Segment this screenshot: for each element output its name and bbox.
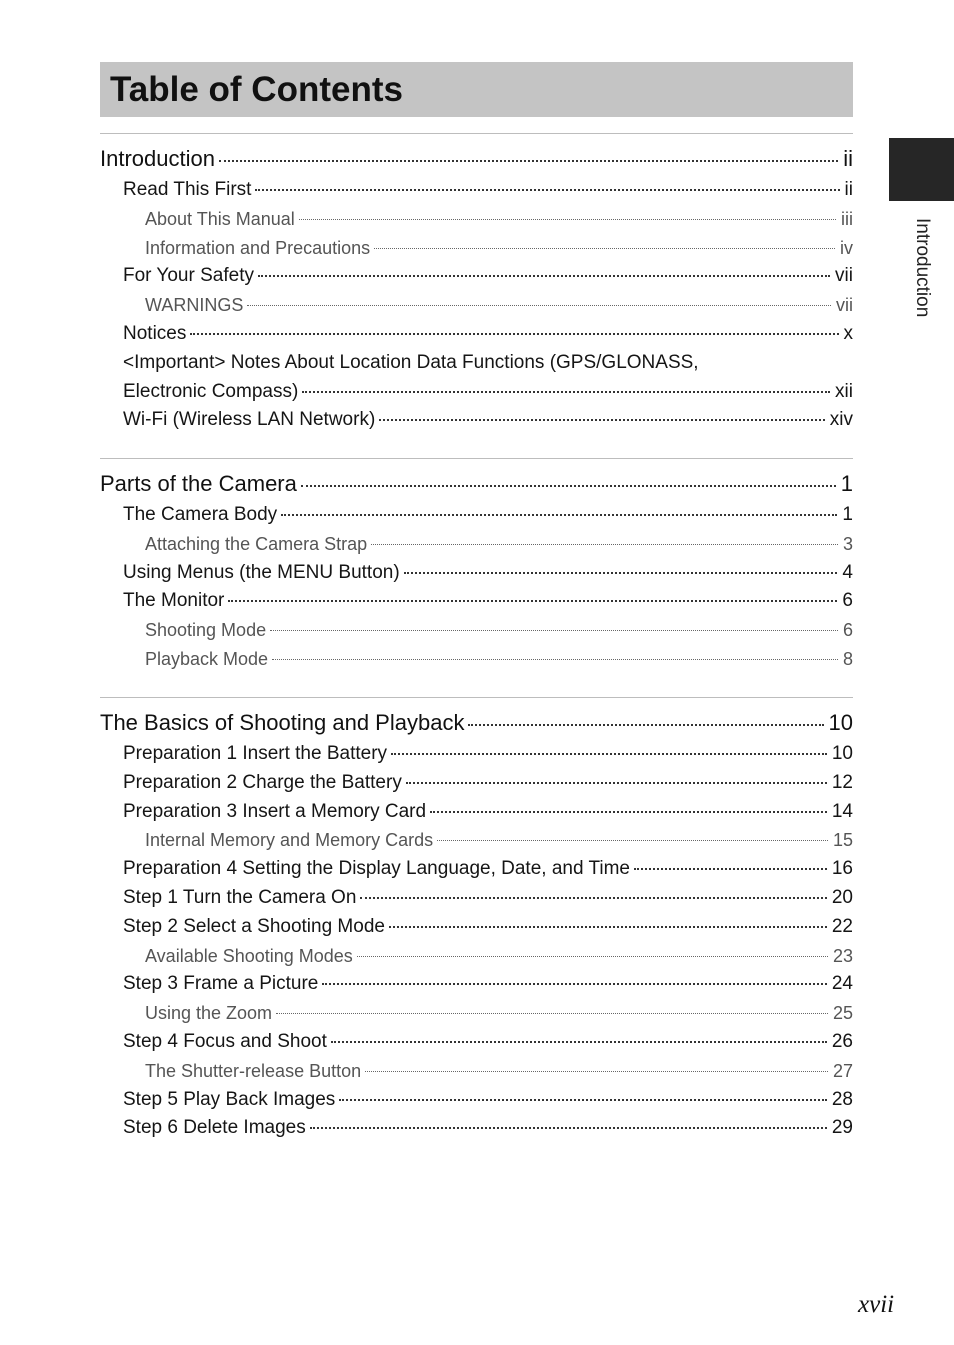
page-number: xvii [858, 1291, 895, 1318]
toc-entry-label: About This Manual [145, 208, 295, 229]
toc-entry-page: vii [835, 265, 853, 287]
toc-subentry[interactable] [100, 826, 853, 855]
dot-leader [634, 868, 827, 870]
toc-chapter-entry[interactable] [100, 467, 853, 501]
toc-entry-label: Step 3 Frame a Picture [123, 973, 319, 995]
toc-subentry[interactable] [100, 234, 853, 263]
toc-entry[interactable] [100, 1028, 853, 1057]
dot-leader [281, 514, 837, 516]
toc-entry-label: Step 1 Turn the Camera On [123, 886, 357, 908]
toc-entry[interactable] [100, 913, 853, 942]
toc-entry-label: Parts of the Camera [100, 471, 297, 496]
toc-entry-label: For Your Safety [123, 265, 254, 287]
dot-leader [404, 572, 838, 574]
title-banner [100, 62, 853, 117]
toc-entry-label: Preparation 3 Insert a Memory Card [123, 800, 427, 822]
toc-entry[interactable] [100, 587, 853, 616]
toc-entry-multiline[interactable] [100, 349, 853, 378]
toc-entry-page: 1 [840, 471, 853, 496]
dot-leader [255, 189, 839, 191]
toc-entry[interactable] [100, 501, 853, 530]
toc-entry-page: 6 [842, 620, 853, 641]
dot-leader [310, 1127, 827, 1129]
toc-entry-label: WARNINGS [145, 295, 244, 316]
toc-entry-page: 28 [831, 1088, 853, 1110]
toc-entry[interactable] [100, 262, 853, 291]
toc-entry-label: The Camera Body [123, 504, 278, 525]
toc-entry-label: Introduction [100, 146, 215, 171]
section-divider [100, 458, 853, 459]
toc-entry-label: Step 6 Delete Images [123, 1117, 306, 1139]
toc-entry-label: The Basics of Shooting and Playback [100, 710, 465, 735]
dot-leader [339, 1099, 827, 1101]
toc-entry[interactable] [100, 798, 853, 827]
toc-chapter-entry[interactable] [100, 142, 853, 176]
toc-entry-page: 10 [828, 710, 853, 735]
toc-entry-label: Internal Memory and Memory Cards [145, 830, 434, 851]
toc-entry-label: The Shutter-release Button [145, 1060, 362, 1081]
dot-leader [379, 419, 824, 421]
toc-entry-page: vii [836, 295, 853, 316]
toc-entry-page: 20 [831, 886, 853, 908]
toc-entry-label: Step 2 Select a Shooting Mode [123, 915, 385, 937]
toc-entry-page: xiv [829, 409, 853, 431]
toc-entry[interactable] [100, 1114, 853, 1143]
toc-subentry[interactable] [100, 530, 853, 559]
toc-entry-label: Using Menus (the MENU Button) [123, 561, 400, 583]
section-divider [100, 697, 853, 698]
toc-subentry[interactable] [100, 942, 853, 971]
toc-entry-continuation[interactable] [100, 378, 853, 407]
toc-entry-label: Step 5 Play Back Images [123, 1088, 336, 1110]
toc-entry-page: 27 [832, 1060, 853, 1081]
toc-subentry[interactable] [100, 645, 853, 674]
toc-entry[interactable] [100, 740, 853, 769]
toc-entry-label: Read This First [123, 179, 252, 200]
page-title: Table of Contents [110, 70, 403, 109]
dot-leader [247, 305, 831, 306]
toc-entry-page: 3 [842, 533, 853, 554]
toc-subentry[interactable] [100, 205, 853, 234]
toc-entry-label: Information and Precautions [145, 237, 371, 258]
dot-leader [357, 956, 828, 957]
toc-section-basics [100, 697, 853, 1143]
toc-entry-label: Step 4 Focus and Shoot [123, 1030, 327, 1052]
toc-entry[interactable] [100, 1086, 853, 1115]
toc-entry[interactable] [100, 769, 853, 798]
toc-entry-page: 14 [831, 800, 853, 822]
dot-leader [258, 275, 830, 277]
toc-entry-page: xii [835, 380, 853, 402]
toc-entry-page: 22 [831, 915, 853, 937]
toc-entry-label: Preparation 1 Insert the Battery [123, 743, 388, 764]
dot-leader [391, 753, 827, 755]
toc-subentry[interactable] [100, 291, 853, 320]
toc-entry-label: Available Shooting Modes [145, 945, 353, 966]
dot-leader [228, 600, 837, 602]
toc-entry[interactable] [100, 884, 853, 913]
dot-leader [270, 630, 838, 631]
toc-section-introduction [100, 133, 853, 435]
dot-leader [272, 659, 838, 660]
toc-entry[interactable] [100, 559, 853, 588]
toc-entry-page: 15 [832, 830, 853, 851]
toc-entry-label: Playback Mode [145, 648, 269, 669]
dot-leader [219, 160, 838, 162]
dot-leader [406, 782, 827, 784]
toc-entry-page: 8 [842, 648, 853, 669]
dot-leader [371, 544, 838, 545]
dot-leader [190, 333, 838, 335]
dot-leader [322, 983, 826, 985]
toc-entry[interactable] [100, 320, 853, 349]
section-divider [100, 133, 853, 134]
toc-entry-label: Preparation 2 Charge the Battery [123, 771, 402, 793]
toc-entry-page: x [843, 322, 853, 344]
toc-entry-page: 24 [831, 973, 853, 995]
toc-entry[interactable] [100, 855, 853, 884]
toc-subentry[interactable] [100, 1057, 853, 1086]
dot-leader [299, 219, 836, 220]
toc-entry-page: iii [841, 208, 853, 229]
toc-entry-page: 29 [831, 1117, 853, 1139]
toc-entry-page: 1 [842, 504, 853, 525]
toc-entry-page: ii [844, 179, 853, 200]
toc-entry-label: Preparation 4 Setting the Display Language, Date, and Time [123, 858, 630, 880]
dot-leader [331, 1041, 827, 1043]
toc-entry-label: Notices [123, 322, 187, 344]
dot-leader [301, 485, 836, 487]
dot-leader [360, 897, 826, 899]
dot-leader [374, 248, 835, 249]
toc-entry-label-continuation: Electronic Compass) [123, 380, 299, 402]
toc-entry-page: ii [843, 146, 853, 171]
toc-entry-label: <Important> Notes About Location Data Functions (GPS/GLONASS, [123, 351, 699, 373]
toc-subentry[interactable] [100, 616, 853, 645]
toc-subentry[interactable] [100, 999, 853, 1028]
toc-entry-page: 10 [831, 743, 853, 764]
dot-leader [430, 811, 827, 813]
dot-leader [437, 840, 828, 841]
toc-entry-page: 25 [832, 1003, 853, 1024]
toc-section-parts-of-camera [100, 458, 853, 674]
toc-entry-page: 16 [831, 858, 853, 880]
dot-leader [389, 926, 827, 928]
chapter-tab-label: Introduction [912, 218, 933, 318]
toc-chapter-entry[interactable] [100, 706, 853, 740]
toc-entry[interactable] [100, 406, 853, 435]
dot-leader [276, 1013, 828, 1014]
toc-entry-label: Using the Zoom [145, 1003, 273, 1024]
dot-leader [468, 724, 823, 726]
toc-entry-page: 6 [842, 590, 853, 612]
toc-entry-page: 12 [831, 771, 853, 793]
toc-entry-page: iv [840, 237, 853, 258]
chapter-tab [889, 138, 954, 201]
toc-entry-label: The Monitor [123, 590, 225, 612]
toc-entry-label: Shooting Mode [145, 620, 267, 641]
dot-leader [302, 391, 830, 393]
toc-entry-page: 4 [842, 561, 853, 583]
toc-entry-label: Wi-Fi (Wireless LAN Network) [123, 409, 376, 431]
dot-leader [365, 1071, 828, 1072]
toc-entry-page: 23 [832, 945, 853, 966]
toc-entry[interactable] [100, 970, 853, 999]
toc-entry-label: Attaching the Camera Strap [145, 533, 368, 554]
toc-entry[interactable] [100, 176, 853, 205]
toc-entry-page: 26 [831, 1030, 853, 1052]
